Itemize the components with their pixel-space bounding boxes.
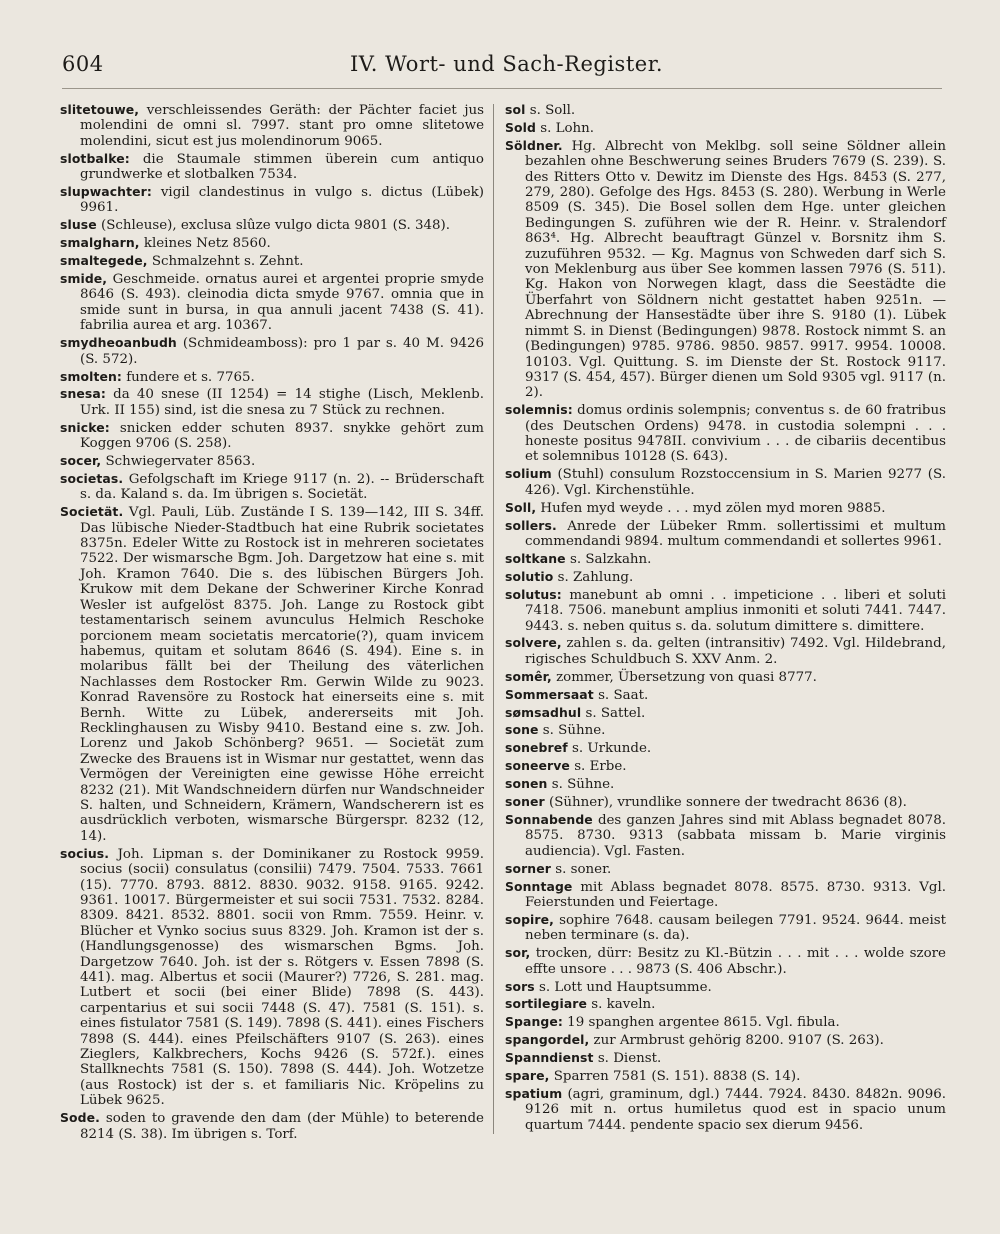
entry-text: domus ordinis solempnis; conventus s. de 60 fratribus (des Deutschen Ordens) 9478. in custodia solempni . . . honeste positus 9478II. convivium . . . de cibariis decentibus et solemnibus 10128 (S. 643). [525,403,946,465]
register-entry [505,102,946,118]
entry-headword: Spange: [505,1014,563,1030]
entry-headword: sors [505,978,535,994]
entry-text: (agri, graminum, dgl.) 7444. 7924. 8430. 8482n. 9096. 9126 mit n. ortus humiletus quod est in spacio unum quartum 7444. pendente spacio sex dierum 9456. [525,1086,946,1133]
entry-text: s. Sattel. [585,705,646,721]
register-entry [505,500,946,516]
entry-headword: sømsadhul [505,704,582,720]
entry-text: Joh. Lipman s. der Dominikaner zu Rostock 9959. socius (socii) consulatus (consilii) 7479. 7504. 7533. 7661 (15). 7770. 8793. 8812. 8830. 9032. 9158. 9165. 9242. 9361. 10017. Bürgermeister et sui socii 7531. 7532. 8284. 8309. 8421. 8532. 8801. socii von Rmm. 7559. Heinr. v. Blücher et Vynko socius suus 8329. Joh. Kramon ist der s. (Handlungsgenosse) des wismarschen Bgms. Joh. Dargetzow 7640. Joh. ist der s. Rötgers v. Essen 7898 (S. 441). mag. Albertus et socii (Maurer?) 7726, S. 281. mag. Lutbert et socii (bei einer Blide) 7898 (S. 443). carpentarius et sui socii 7448 (S. 47). 7581 (S. 151). s. eines fistulator 7581 (S. 149). 7898 (S. 441). eines Fischers 7898 (S. 444). eines Pfeilschäfters 9107 (S. 263). eines Zieglers, Kalkbrechers, Kochs 9426 (S. 572f.). eines Stallknechts 7581 (S. 150). 7898 (S. 444). Joh. Wotzetze (aus Rostock) ist der s. et familiaris Nic. Kröpelins zu Lübek 9625. [80,846,484,1109]
entry-headword: slitetouwe, [60,102,140,117]
entry-text: Vgl. Pauli, Lüb. Zustände I S. 139—142, III S. 34ff. Das lübische Nieder-Stadtbuch hat eine Rubrik societates 8375n. Edeler Witte zu Rostock ist in mehreren societates 7522. Der wismarsche Bgm. Joh. Dargetzow hat eine s. mit Joh. Kramon 7640. Die s. des lübischen Bürgers Joh. Krukow mit dem Dekane der Schweriner Kirche Konrad Wesler ist aufgelöst 8375. Joh. Lange zu Rostock gibt testamentarisch seinem avunculus Helmich Reschoke porcionem meam societatis mercatorie(?), quam invicem habemus, quitam et solutam 8646 (S. 494). Eine s. in molaribus fällt bei der Theilung des väterlichen Nachlasses dem Rostocker Rm. Gerwin Wilde zu 9023. Konrad Ravensöre zu Rostock hat einerseits eine s. mit Bernh. Witte zu Lübek, andererseits mit Joh. Recklinghausen zu Wisby 9410. Bestand eine s. zw. Joh. Lorenz und Jakob Schönberg? 9651. — Societät zum Zwecke des Brauens ist in Wismar nur gestattet, wenn das Vermögen der Vereinigten eine gewisse Höhe erreicht 8232 (21). Mit Wandschneidern dürfen nur Wandschneider S. halten, und Schneidern, Krämern, Wandscherern ist es ausdrücklich verboten, wismarsche Bürgerspr. 8232 (12, 14). [80,505,484,844]
register-entry [60,253,484,269]
entry-headword: spangordel, [505,1032,590,1048]
header-rule [62,88,942,89]
entry-headword: sone [505,722,539,738]
register-entry [505,587,946,634]
register-entry [505,1086,946,1133]
register-entry [60,504,484,844]
register-entry [505,635,946,667]
entry-headword: smolten: [60,368,122,384]
entry-text: zur Armbrust gehörig 8200. 9107 (S. 263). [593,1033,884,1049]
register-entry [505,569,946,585]
entry-text: (Schleuse), exclusa slûze vulgo dicta 9801 (S. 348). [101,218,451,234]
register-entry [505,120,946,136]
register-entry [505,722,946,738]
entry-headword: Spanndienst [505,1050,594,1066]
entry-headword: Societät. [60,504,124,520]
entry-headword: societas. [60,470,124,486]
entry-text: Schwiegervater 8563. [105,454,256,470]
register-entry [505,466,946,498]
entry-headword: smide, [60,271,108,287]
entry-text: verschleissendes Geräth: der Pächter faciet jus molendini de omni sl. 7997. stant pro omne slitetowe molendini, sicut est jus molendinorum 9065. [80,103,484,149]
entry-text: s. Zahlung. [557,569,634,585]
page-title: IV. Wort- und Sach-Register. [350,52,664,76]
entry-headword: soneerve [505,758,570,774]
register-entry [505,996,946,1012]
entry-text: s. Erbe. [574,759,627,775]
register-entry [505,687,946,703]
entry-text: soden to gravende den dam (der Mühle) to beterende 8214 (S. 38). Im übrigen s. Torf. [80,1111,484,1142]
entry-text: kleines Netz 8560. [143,236,271,252]
entry-text: s. Soll. [529,103,576,118]
entry-headword: Sode. [60,1110,100,1126]
entry-headword: sortilegiare [505,996,588,1012]
register-entry [505,518,946,550]
entry-text: s. Lohn. [540,120,595,136]
register-entry [505,794,946,810]
entry-headword: Sommersaat [505,686,594,702]
entry-text: Sparren 7581 (S. 151). 8838 (S. 14). [553,1069,801,1085]
entry-text: vigil clandestinus in vulgo s. dictus (Lübek) 9961. [80,185,484,216]
entry-headword: sluse [60,217,97,233]
register-entry [60,102,484,149]
entry-headword: Sold [505,119,536,135]
entry-text: mit Ablass begnadet 8078. 8575. 8730. 9313. Vgl. Feierstunden und Feiertage. [525,879,946,910]
entry-headword: soner [505,794,545,810]
register-entry [505,861,946,877]
entry-headword: smalgharn, [60,235,140,251]
entry-text: 19 spanghen argentee 8615. Vgl. fibula. [567,1015,840,1031]
entry-text: des ganzen Jahres sind mit Ablass begnadet 8078. 8575. 8730. 9313 (sabbata missam b. Marie virginis audiencia). Vgl. Fasten. [525,812,946,859]
register-entry [505,138,946,401]
register-entry [60,217,484,233]
register-entry [60,369,484,385]
register-entry [60,1110,484,1142]
entry-text: Gefolgschaft im Kriege 9117 (n. 2). -- Brüderschaft s. da. Kaland s. da. Im übrigen s. Societät. [80,471,484,503]
register-entry [505,705,946,721]
register-entry [505,1050,946,1066]
entry-headword: socer, [60,453,102,469]
register-entry [60,151,484,183]
entry-text: Hufen myd weyde . . . myd zölen myd moren 9885. [540,500,886,516]
entry-headword: smaltegede, [60,253,148,269]
entry-headword: Soll, [505,499,537,515]
entry-headword: soltkane [505,550,566,566]
entry-headword: slupwachter: [60,184,152,200]
register-entry [505,776,946,792]
entry-headword: somêr, [505,668,552,684]
entry-text: da 40 snese (II 1254) = 14 stighe (Lisch, Meklenb. Urk. II 155) sind, ist die snesa zu 7 Stück zu rechnen. [80,387,485,418]
entry-headword: sollers. [505,517,557,533]
column-divider [493,104,494,1134]
register-entry [505,740,946,756]
entry-headword: slotbalke: [60,150,130,166]
entry-text: Anrede der Lübeker Rmm. sollertissimi et multum commendandi 9894. multum commendandi et sollertes 9961. [525,518,946,549]
register-entry [60,335,484,367]
entry-headword: Sonntage [505,878,573,894]
register-entry [60,846,484,1109]
register-entry [60,386,484,418]
entry-text: s. soner. [555,861,612,877]
entry-headword: solutus: [505,586,562,602]
register-entry [505,812,946,859]
entry-text: Hg. Albrecht von Meklbg. soll seine Söldner allein bezahlen ohne Beschwerung seines Bruders 7679 (S. 239). S. des Ritters Otto v. Dewitz im Dienste des Hgs. 8453 (S. 277, 279, 280). Gefolge des Hgs. 8453 (S. 280). Werbung in Werle 8509 (S. 345). Die Bosel sollen dem Hge. unter gleichen Bedingungen S. zuführen wie der R. Heinr. v. Stralendorf 863⁴. Hg. Albrecht beauftragt Günzel v. Borsnitz ihm S. zuzuführen 9532. — Kg. Magnus von Schweden darf sich S. von Meklenburg aus über See kommen lassen 7976 (S. 511). Kg. Hakon von Norwegen klagt, dass die Seestädte die Überfahrt von Söldnern nicht gestattet haben 9251n. — Abrechnung der Hansestädte über ihre S. 9180 (1). Lübek nimmt S. in Dienst (Bedingungen) 9878. Rostock nimmt S. an (Bedingungen) 9785. 9786. 9850. 9857. 9917. 9954. 10008. 10103. Vgl. Quittung. S. im Dienste der St. Rostock 9117. 9317 (S. 454, 457). Bürger dienen um Sold 9305 vgl. 9117 (n. 2). [525,138,947,401]
entry-headword: spare, [505,1068,550,1084]
entry-text: s. Sühne. [551,777,615,793]
register-entry [505,551,946,567]
entry-text: zommer, Übersetzung von quasi 8777. [556,669,817,685]
register-entry [60,471,484,503]
entry-text: fundere et s. 7765. [126,369,255,385]
register-entry [60,420,484,452]
register-entry [505,758,946,774]
left-column [60,102,484,1143]
register-entry [60,184,484,216]
entry-headword: snicke: [60,419,110,435]
entry-text: s. Lott und Hauptsumme. [539,979,712,995]
entry-text: die Staumale stimmen überein cum antiquo grundwerke et slotbalken 7534. [80,151,484,183]
register-entry [505,402,946,465]
register-entry [505,1032,946,1048]
entry-headword: smydheoanbudh [60,335,177,351]
register-entry [505,669,946,685]
entry-headword: Sonnabende [505,811,593,827]
entry-text: (Stuhl) consulum Rozstoccensium in S. Marien 9277 (S. 426). Vgl. Kirchenstühle. [525,467,946,498]
entry-text: (Sühner), vrundlike sonnere der twedracht 8636 (8). [549,795,907,811]
entry-headword: solium [505,466,552,482]
register-entry [505,912,946,944]
entry-text: manebunt ab omni . . impeticione . . liberi et soluti 7418. 7506. manebunt amplius inmoniti et soluti 7441. 7447. 9443. s. neben quitus s. da. solutum dimittere s. dimittere. [525,587,946,634]
entry-headword: sonen [505,776,548,792]
entry-text: Geschmeide. ornatus aurei et argentei proprie smyde 8646 (S. 493). cleinodia dicta smyde 9767. omnia que in smide sunt in bursa, in qua annuli jacent 7438 (S. 41). fabrilia aurea et arg. 10367. [80,272,484,334]
entry-text: sophire 7648. causam beilegen 7791. 9524. 9644. meist neben terminare (s. da). [525,912,946,944]
entry-text: Schmalzehnt s. Zehnt. [151,254,304,270]
entry-text: s. Urkunde. [571,741,652,757]
entry-text: (Schmideamboss): pro 1 par s. 40 M. 9426 (S. 572). [80,336,485,367]
entry-text: trocken, dürr: Besitz zu Kl.-Bützin . . . mit . . . wolde szore effte unsore . . . 9873 (S. 406 Abschr.). [525,946,946,977]
register-entry [505,945,946,977]
register-entry [505,1068,946,1084]
right-column [505,102,946,1135]
entry-text: s. Dienst. [597,1051,662,1067]
entry-headword: spatium [505,1085,563,1101]
register-entry [60,235,484,251]
entry-headword: sonebref [505,740,568,756]
entry-text: s. Sühne. [542,723,606,739]
register-entry [60,453,484,469]
entry-headword: snesa: [60,386,106,402]
register-entry [505,879,946,911]
entry-headword: solutio [505,568,554,584]
entry-headword: solemnis: [505,402,573,418]
entry-text: s. kaveln. [591,997,656,1013]
register-entry [505,979,946,995]
entry-headword: socius. [60,845,110,861]
entry-headword: solvere, [505,635,562,651]
entry-headword: sopire, [505,911,554,927]
entry-headword: Söldner. [505,137,563,153]
register-entry [505,1014,946,1030]
register-entry [60,271,484,334]
entry-text: zahlen s. da. gelten (intransitiv) 7492. Vgl. Hildebrand, rigisches Schuldbuch S. XXV Anm. 2. [525,636,946,667]
entry-headword: sol [505,102,526,117]
entry-text: s. Saat. [598,687,649,703]
entry-text: snicken edder schuten 8937. snykke gehört zum Koggen 9706 (S. 258). [80,420,484,452]
entry-headword: sor, [505,945,531,961]
page-number: 604 [62,52,104,76]
entry-text: s. Salzkahn. [569,551,652,567]
entry-headword: sorner [505,860,551,876]
